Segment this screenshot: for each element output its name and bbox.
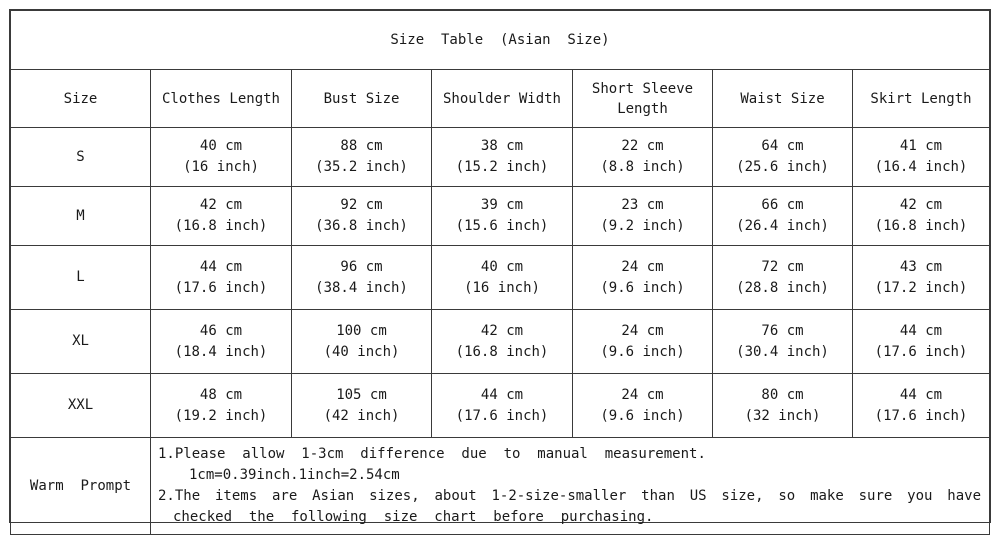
note-2-word: 1-2-size-smaller — [491, 488, 627, 504]
size-label: XXL — [11, 374, 151, 438]
note-2-word: so — [778, 488, 796, 504]
value-cm: 42 cm — [199, 197, 243, 213]
prompt-notes — [151, 438, 990, 535]
prompt-label: Warm Prompt — [11, 438, 151, 535]
value-inch: (26.4 inch) — [736, 218, 829, 234]
value-cm: 40 cm — [480, 258, 524, 275]
value-cm: 48 cm — [199, 386, 243, 403]
value-inch: (18.4 inch) — [174, 343, 268, 360]
cell-bust-size — [292, 374, 432, 438]
value-inch: (9.6 inch) — [600, 279, 685, 296]
size-label: L — [11, 246, 151, 310]
value-inch: (38.4 inch) — [315, 279, 408, 296]
value-inch: (25.6 inch) — [736, 159, 829, 175]
header-bust-size: Bust Size — [292, 70, 432, 128]
value-inch: (9.2 inch) — [600, 218, 685, 234]
table-row — [11, 128, 990, 187]
value-cm: 66 cm — [761, 197, 804, 213]
cell-bust-size — [292, 128, 432, 187]
header-clothes-length: Clothes Length — [151, 70, 292, 128]
table-row — [11, 374, 990, 438]
value-inch: (17.2 inch) — [874, 279, 968, 296]
cell-skirt-length — [853, 310, 990, 374]
value-cm: 42 cm — [480, 322, 524, 339]
value-inch: (35.2 inch) — [315, 159, 408, 175]
note-2 — [158, 486, 981, 507]
value-cm: 80 cm — [761, 386, 804, 403]
value-inch: (16.8 inch) — [455, 343, 549, 360]
note-2-word: Asian — [312, 488, 355, 504]
value-cm: 92 cm — [340, 197, 383, 213]
value-cm: 76 cm — [761, 322, 804, 339]
note-1-conversion: 1cm=0.39inch.1inch=2.54cm — [189, 467, 400, 483]
size-label: M — [11, 187, 151, 246]
value-cm: 43 cm — [899, 258, 943, 275]
header-size: Size — [11, 70, 151, 128]
table-row — [11, 310, 990, 374]
value-cm: 44 cm — [899, 322, 943, 339]
cell-waist-size — [713, 128, 853, 187]
value-inch: (17.6 inch) — [874, 343, 968, 360]
size-label: XL — [11, 310, 151, 374]
note-2-word: sure — [858, 488, 893, 504]
cell-clothes-length — [151, 187, 292, 246]
cell-clothes-length — [151, 128, 292, 187]
value-inch: (17.6 inch) — [455, 407, 549, 424]
value-cm: 23 cm — [621, 197, 664, 213]
table-row — [11, 187, 990, 246]
note-2-word: sizes, — [369, 488, 420, 504]
cell-short-sleeve-length — [573, 310, 713, 374]
cell-short-sleeve-length — [573, 187, 713, 246]
cell-skirt-length — [853, 187, 990, 246]
cell-shoulder-width — [432, 374, 573, 438]
value-inch: (16 inch) — [464, 279, 540, 296]
value-cm: 42 cm — [899, 197, 943, 213]
cell-skirt-length — [853, 128, 990, 187]
value-inch: (42 inch) — [323, 407, 400, 424]
note-2-word: make — [810, 488, 844, 504]
cell-waist-size — [713, 246, 853, 310]
note-2-word: are — [271, 488, 298, 504]
header-waist-size: Waist Size — [713, 70, 853, 128]
value-cm: 44 cm — [199, 258, 243, 275]
size-label: S — [11, 128, 151, 187]
value-cm: 105 cm — [336, 386, 387, 403]
cell-bust-size — [292, 310, 432, 374]
header-skirt-length: Skirt Length — [853, 70, 990, 128]
value-inch: (19.2 inch) — [174, 407, 268, 424]
value-cm: 64 cm — [761, 138, 804, 154]
value-cm: 24 cm — [621, 322, 664, 339]
value-cm: 40 cm — [199, 138, 243, 154]
note-2-word: items — [214, 488, 258, 504]
value-cm: 24 cm — [621, 386, 664, 403]
size-table-frame — [9, 9, 991, 523]
note-2-word: about — [434, 488, 477, 504]
cell-clothes-length — [151, 310, 292, 374]
note-2-word: have — [947, 488, 981, 504]
note-2-word: US — [689, 488, 707, 504]
header-shoulder-width: Shoulder Width — [432, 70, 573, 128]
prompt-row — [11, 438, 990, 535]
value-inch: (16.8 inch) — [874, 218, 968, 234]
value-inch: (40 inch) — [323, 343, 400, 360]
value-inch: (17.6 inch) — [174, 279, 268, 296]
value-inch: (15.2 inch) — [455, 159, 549, 175]
cell-shoulder-width — [432, 187, 573, 246]
cell-short-sleeve-length — [573, 128, 713, 187]
size-rows — [11, 128, 990, 438]
value-inch: (17.6 inch) — [874, 407, 968, 424]
value-cm: 72 cm — [761, 258, 804, 275]
cell-short-sleeve-length — [573, 246, 713, 310]
value-cm: 38 cm — [480, 138, 524, 154]
value-cm: 96 cm — [340, 258, 383, 275]
cell-shoulder-width — [432, 128, 573, 187]
cell-waist-size — [713, 187, 853, 246]
cell-short-sleeve-length — [573, 374, 713, 438]
value-inch: (36.8 inch) — [315, 218, 408, 234]
value-inch: (16.8 inch) — [174, 218, 268, 234]
cell-skirt-length — [853, 374, 990, 438]
value-inch: (30.4 inch) — [736, 343, 829, 360]
value-inch: (15.6 inch) — [455, 218, 549, 234]
header-short-sleeve-length — [573, 70, 713, 128]
note-2-word: size, — [721, 488, 764, 504]
cell-waist-size — [713, 374, 853, 438]
cell-shoulder-width — [432, 310, 573, 374]
value-cm: 46 cm — [199, 322, 243, 339]
value-inch: (9.6 inch) — [600, 407, 685, 424]
value-inch: (9.6 inch) — [600, 343, 685, 360]
note-2-continued: checked the following size chart before purchasing. — [173, 509, 654, 525]
cell-waist-size — [713, 310, 853, 374]
value-cm: 44 cm — [480, 386, 524, 403]
cell-clothes-length — [151, 246, 292, 310]
value-inch: (16.4 inch) — [874, 159, 968, 175]
cell-clothes-length — [151, 374, 292, 438]
value-cm: 44 cm — [899, 386, 943, 403]
value-cm: 88 cm — [340, 138, 383, 154]
value-inch: (32 inch) — [744, 407, 821, 424]
header-short-sleeve-line2: Length — [617, 100, 668, 117]
value-cm: 24 cm — [621, 258, 664, 275]
value-cm: 39 cm — [480, 197, 524, 213]
cell-bust-size — [292, 187, 432, 246]
value-inch: (16 inch) — [183, 159, 259, 175]
size-table — [10, 10, 990, 535]
note-1: 1.Please allow 1-3cm difference due to manual measurement. — [158, 446, 706, 462]
note-2-word: you — [907, 488, 933, 504]
header-short-sleeve-line1: Short Sleeve — [591, 80, 694, 97]
table-title: Size Table (Asian Size) — [11, 11, 990, 70]
value-inch: (8.8 inch) — [600, 159, 685, 175]
cell-shoulder-width — [432, 246, 573, 310]
cell-bust-size — [292, 246, 432, 310]
cell-skirt-length — [853, 246, 990, 310]
note-2-word: than — [641, 488, 675, 504]
value-cm: 100 cm — [336, 322, 387, 339]
value-cm: 22 cm — [621, 138, 664, 154]
header-row — [11, 70, 990, 128]
note-2-word: 2.The — [158, 488, 201, 504]
value-cm: 41 cm — [899, 138, 943, 154]
value-inch: (28.8 inch) — [736, 279, 829, 296]
table-row — [11, 246, 990, 310]
